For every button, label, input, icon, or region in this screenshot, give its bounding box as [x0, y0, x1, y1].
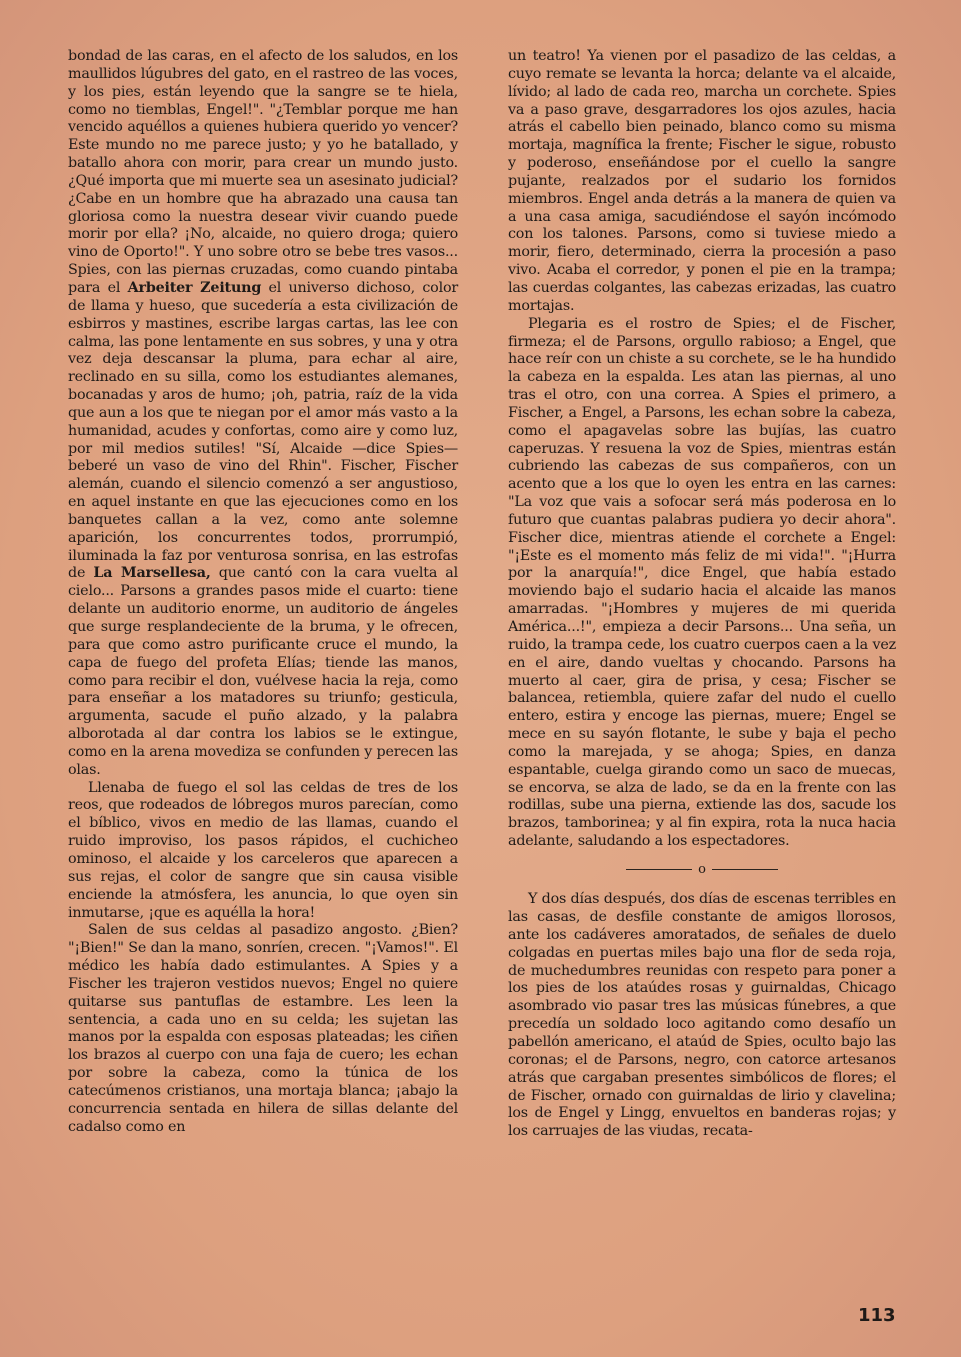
bold-title-la-marsellesa: La Marsellesa,	[93, 565, 211, 582]
left-column	[68, 48, 458, 1136]
left-paragraph-3: Salen de sus celdas al pasadizo angosto. ¿Bien? "¡Bien!" Se dan la mano, sonríen, crecen. "¡Vamos!". El médico les había dado estimulantes. A Spies y a Fischer les trajeron vestidos nuevos; Engel no quiere quitarse sus pantuflas de estambre. Les leen la sentencia, a cada uno en su celda; les sujetan las manos por la espalda con esposas plateadas; les ciñen los brazos al cuerpo con una faja de cuero; les echan por sobre la cabeza, como la túnica de los catecúmenos cristianos, una mortaja blanca; ¡abajo la concurrencia sentada en hilera de sillas delante del cadalso como en	[68, 922, 458, 1135]
right-paragraph-2: Plegaria es el rostro de Spies; el de Fischer, firmeza; el de Parsons, orgullo rabioso; a Engel, que hace reír con un chiste a su corchete, se le ha hundido la cabeza en la espalda. Les atan las piernas, al uno tras el otro, con una correa. A Spies el primero, a Fischer, a Engel, a Parsons, les echan sobre la cabeza, como el apagavelas sobre las bujías, las cuatro caperuzas. Y resuena la voz de Spies, mientras están cubriendo las cabezas de sus compañeros, con un acento que a los que lo oyen les entra en las carnes: "La voz que vais a sofocar será más poderosa en lo futuro que cuantas palabras pudiera yo decir ahora". Fischer dice, mientras atiende el corchete a Engel: "¡Este es el momento más feliz de mi vida!". "¡Hurra por la anarquía!", dice Engel, que había estado moviendo bajo el sudario hacia el alcaide las manos amarradas. "¡Hombres y mujeres de mi querida América...!", empieza a decir Parsons... Una seña, un ruido, la trampa cede, los cuatro cuerpos caen a la vez en el aire, dando vueltas y chocando. Parsons ha muerto al caer, gira de prisa, y cesa; Fischer se balancea, retiembla, quiere zafar del nudo el cuello entero, estira y encoge las piernas, muere; Engel se mece en su sayón flotante, le sube y baja el pecho como la marejada, y se ahoga; Spies, en danza espantable, cuelga girando como un saco de muecas, se encorva, se alza de lado, se da en la frente con las rodillas, sube una pierna, extiende las dos, sacude los brazos, tamborinea; y al fin expira, rota la nuca hacia adelante, saludando a los espectadores.	[508, 315, 896, 850]
section-separator	[508, 861, 896, 879]
page-number: 113	[858, 1305, 896, 1326]
separator-mark: o	[698, 861, 706, 877]
right-paragraph-3: Y dos días después, dos días de escenas terribles en las casas, de desfile constante de amigos llorosos, ante los cadáveres amoratados, de señales de duelo colgadas en puertas miles bajo una flor de seda roja, de muchedumbres reunidas con respeto para poner a los pies de los ataúdes rosas y guirnaldas, Chicago asombrado vio pasar tres las músicas fúnebres, a que precedía un soldado loco agitando como desafío un pabellón americano, el ataúd de Spies, oculto bajo las coronas; el de Parsons, negro, con catorce artesanos atrás que cargaban presentes simbólicos de flores; el de Fischer, ornado con guirnaldas de lirio y clavelina; los de Engel y Lingg, envueltos en banderas rojas; y los carruajes de las viudas, recata-	[508, 891, 896, 1140]
separator-rule-right	[712, 869, 778, 870]
right-column	[508, 48, 896, 1141]
left-paragraph-2: Llenaba de fuego el sol las celdas de tres de los reos, que rodeados de lóbregos muros parecían, como el bíblico, vivos en medio de las llamas, cuando el ruido improviso, los pasos rápidos, el cuchicheo ominoso, el alcaide y los carceleros que aparecen a sus rejas, el color de sangre que sin causa visible enciende la atmósfera, les anuncia, lo que oyen sin inmutarse, ¡que es aquélla la hora!	[68, 779, 458, 921]
separator-rule-left	[626, 869, 692, 870]
bold-title-arbeiter-zeitung: Arbeiter Zeitung	[127, 279, 262, 296]
left-paragraph-1: bondad de las caras, en el afecto de los saludos, en los maullidos lúgubres del gato, en el rastreo de las voces, y los pies, están leyendo que la sangre se te hiela, como no tiemblas, Engel!". "¿Temblar porque me han vencido aquéllos a quienes hubiera querido yo vencer? Este mundo no me parece justo; y yo he batallado, y batallo ahora con morir, para crear un mundo justo. ¿Qué importa que mi muerte sea un asesinato judicial? ¿Cabe en un hombre que ha abrazado una causa tan gloriosa como la nuestra desear vivir cuando puede morir por ella? ¡No, alcaide, no quiero droga; quiero vino de Oporto!". Y uno sobre otro se bebe tres vasos... Spies, con las piernas cruzadas, como cuando pintaba para el Arbeiter Zeitung el universo dichoso, color de llama y hueso, que sucedería a esta civilización de esbirros y mastines, escribe largas cartas, las lee con calma, las pone lentamente en sus sobres, y una y otra vez deja descansar la pluma, para echar al aire, reclinado en su silla, como los estudiantes alemanes, bocanadas y aros de humo; ¡oh, patria, raíz de la vida que aun a los que te niegan por el amor más vasto a la humanidad, acudes y confortas, como aire y como luz, por mil medios sutiles! "Sí, Alcaide —dice Spies— beberé un vaso de vino del Rhin". Fischer, Fischer alemán, cuando el silencio comenzó a ser angustioso, en aquel instante en que las ejecuciones como en los banquetes callan a la vez, como ante solemne aparición, los concurrentes todos, prorrumpió, iluminada la faz por venturosa sonrisa, en las estrofas de La Marsellesa, que cantó con la cara vuelta al cielo... Parsons a grandes pasos mide el cuarto: tiene delante un auditorio enorme, un auditorio de ángeles que surge resplandeciente de la bruma, y le ofrecen, para que como astro purificante cruce el mundo, la capa de fuego del profeta Elías; tiende las manos, como para recibir el don, vuélvese hacia la reja, como para enseñar a los matadores su triunfo; gesticula, argumenta, sacude el puño alzado, y la palabra alborotada al dar contra los labios se le extingue, como en la arena movediza se confunden y perecen las olas.	[68, 48, 458, 778]
right-paragraph-1: un teatro! Ya vienen por el pasadizo de las celdas, a cuyo remate se levanta la horca; delante va el alcaide, lívido; al lado de cada reo, marcha un corchete. Spies va a paso grave, desgarradores los ojos azules, hacia atrás el cabello bien peinado, blanco como su misma mortaja, magnífica la frente; Fischer le sigue, robusto y poderoso, enseñándose por el cuello la sangre pujante, realzados por el sudario los fornidos miembros. Engel anda detrás a la manera de quien va a una casa amiga, sacudiéndose el sayón incómodo con los talones. Parsons, como si tuviese miedo a morir, fiero, determinado, cierra la procesión a paso vivo. Acaba el corredor, y ponen el pie en la trampa; las cuerdas colgantes, las cabezas erizadas, las cuatro mortajas.	[508, 48, 896, 314]
